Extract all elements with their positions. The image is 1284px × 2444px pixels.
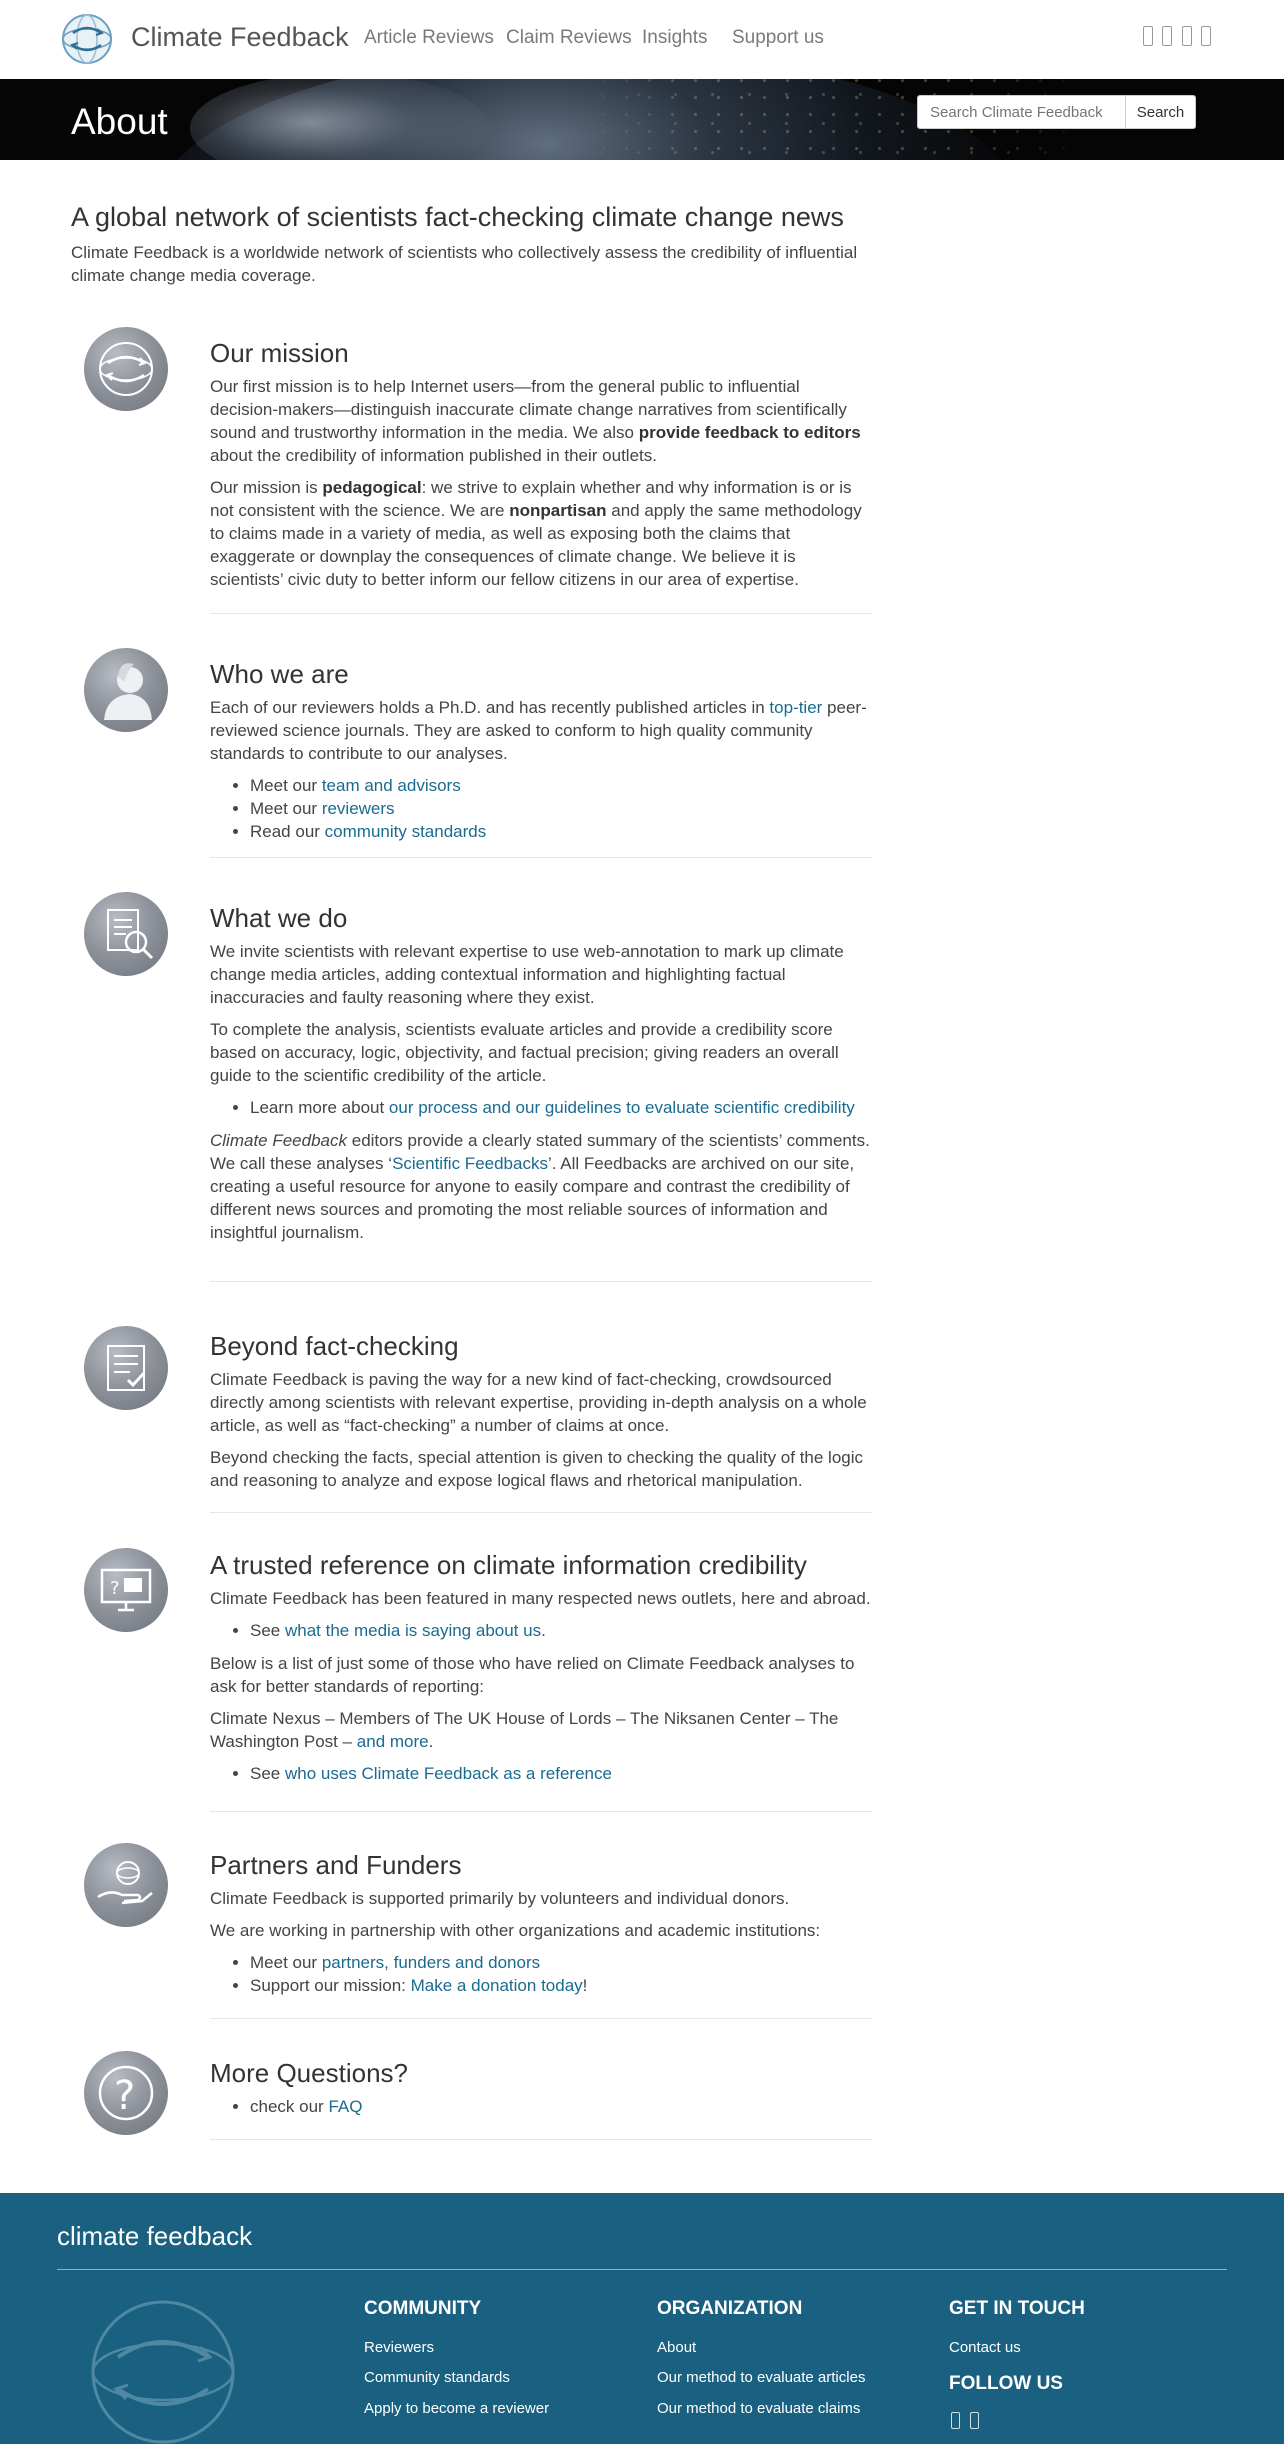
footer-divider [57,2269,1227,2270]
list-item: • Read our community standards [250,820,872,843]
question-mark-icon [84,2051,168,2135]
hand-globe-icon [84,1843,168,1927]
trusted-paragraph-1: Climate Feedback has been featured in many respected news outlets, here and abroad. [210,1589,871,1608]
divider [210,613,872,614]
footer-community-standards-link[interactable]: Community standards [364,2369,510,2386]
nav-support-us[interactable]: Support us [732,27,824,48]
footer-facebook-icon[interactable] [951,2412,960,2429]
reviewers-link[interactable]: reviewers [321,799,395,818]
questions-title: More Questions? [210,2058,408,2088]
brand-name[interactable]: Climate Feedback [131,22,349,52]
footer-apply-reviewer-link[interactable]: Apply to become a reviewer [364,2400,550,2417]
what-paragraph-3: Climate Feedback editors provide a clearly stated summary of the scientists’ comments. We call these analyses ‘Scientific Feedbacks’. All Feedbacks are archived on our site, creating a useful resource for anyone to easily compare and contrast the credibility of different news sources and promoting the most reliable sources of information and insightful journalism. [210,1131,870,1242]
footer-contact-heading: GET IN TOUCH [949,2298,1085,2319]
search-input[interactable] [917,95,1126,129]
top-navbar [0,0,1284,80]
who-links-list [210,774,872,843]
trusted-paragraph-2: Below is a list of just some of those who have relied on Climate Feedback analyses to ask for better standards of reporting: [210,1654,855,1696]
footer [0,2193,1284,2444]
document-magnifier-icon [84,892,168,976]
list-item: • See what the media is saying about us. [250,1619,872,1642]
facebook-icon[interactable] [1143,26,1153,46]
hero-banner [0,79,1284,160]
partners-title: Partners and Funders [210,1850,462,1880]
computer-screen-icon [84,1548,168,1632]
process-guidelines-link[interactable]: our process and our guidelines to evaluate scientific credibility [388,1098,855,1117]
what-paragraph-1: We invite scientists with relevant expertise to use web-annotation to mark up climate change media articles, adding contextual information and highlighting factual inaccuracies and faulty reasoning where they exist. [210,942,844,1007]
divider [210,2018,872,2019]
footer-contact-link[interactable]: Contact us [949,2339,1021,2356]
list-item: • Meet our team and advisors [250,774,872,797]
list-item: • See who uses Climate Feedback as a reference [250,1762,872,1785]
beyond-paragraph-1: Climate Feedback is paving the way for a new kind of fact-checking, crowdsourced directly among scientists with relevant expertise, providing in-depth analysis on a whole article, as well as “fact-checking” a number of claims at once. [210,1370,867,1435]
person-silhouette-icon [84,648,168,732]
nav-article-reviews[interactable]: Article Reviews [364,27,494,48]
footer-follow-heading: FOLLOW US [949,2373,1063,2394]
who-title: Who we are [210,659,349,689]
list-item: • Support our mission: Make a donation today! [250,1974,872,1997]
partners-paragraph-2: We are working in partnership with other organizations and academic institutions: [210,1921,821,1940]
divider [210,2139,872,2140]
faq-link[interactable]: FAQ [328,2097,363,2116]
footer-organization-heading: ORGANIZATION [657,2298,803,2319]
footer-method-claims-link[interactable]: Our method to evaluate claims [657,2400,861,2417]
trusted-title: A trusted reference on climate information credibility [210,1550,807,1580]
list-item: • Learn more about our process and our guidelines to evaluate scientific credibility [250,1096,872,1119]
page-title: About [71,101,168,142]
divider [210,857,872,858]
checklist-icon [84,1326,168,1410]
beyond-title: Beyond fact-checking [210,1331,459,1361]
mission-paragraph-2: Our mission is pedagogical: we strive to explain whether and why information is or is not consistent with the science. We are nonpartisan and apply the same methodology to claims made in a variety of media, as well as exposing both the claims that exaggerate or downplay the consequences of climate change. We believe it is scientists’ civic duty to better inform our fellow citizens in our area of expertise. [210,478,862,589]
who-paragraph: Each of our reviewers holds a Ph.D. and has recently published articles in top-tier peer-reviewed science journals. They are asked to conform to high quality community standards to contribute to our analyses. [210,698,867,763]
trusted-links-list-1 [210,1619,872,1642]
divider [210,1512,872,1513]
community-standards-link[interactable]: community standards [324,822,487,841]
beyond-paragraph-2: Beyond checking the facts, special attention is given to checking the quality of the logic and reasoning to analyze and expose logical flaws and rhetorical manipulation. [210,1448,864,1490]
linkedin-icon[interactable] [1182,26,1192,46]
rss-icon[interactable] [1201,26,1211,46]
partners-funders-donors-link[interactable]: partners, funders and donors [321,1953,541,1972]
questions-links-list [210,2095,872,2118]
nav-claim-reviews[interactable]: Claim Reviews [506,27,632,48]
footer-method-articles-link[interactable]: Our method to evaluate articles [657,2369,866,2386]
team-and-advisors-link[interactable]: team and advisors [321,776,461,795]
divider [210,1811,872,1812]
divider [210,1281,872,1282]
footer-about-link[interactable]: About [657,2339,697,2356]
footer-brand[interactable]: climate feedback [57,2221,253,2251]
climate-feedback-logo-icon[interactable] [61,13,113,65]
trusted-links-list-2 [210,1762,872,1785]
nav-insights[interactable]: Insights [642,27,708,48]
scientific-feedbacks-link[interactable]: Scientific Feedbacks [392,1154,548,1173]
intro-heading: A global network of scientists fact-checking climate change news [71,202,844,232]
list-item: • check our FAQ [250,2095,872,2118]
footer-globe-logo-icon [88,2297,238,2444]
what-paragraph-2: To complete the analysis, scientists evaluate articles and provide a credibility score based on accuracy, logic, objectivity, and factual precision; giving readers an overall guide to the scientific credibility of the article. [210,1020,839,1085]
partners-paragraph-1: Climate Feedback is supported primarily by volunteers and individual donors. [210,1889,790,1908]
mission-paragraph-1: Our first mission is to help Internet users—from the general public to influential decision-makers—distinguish inaccurate climate change narratives from scientifically sound and trustworthy information in the media. We also provide feedback to editors about the credibility of information published in their outlets. [210,377,861,465]
footer-community-heading: COMMUNITY [364,2298,482,2319]
trusted-paragraph-3: Climate Nexus – Members of The UK House of Lords – The Niksanen Center – The Washington Post – and more. [210,1709,839,1751]
list-item: • Meet our partners, funders and donors [250,1951,872,1974]
top-tier-link[interactable]: top-tier [769,698,823,717]
who-uses-link[interactable]: who uses Climate Feedback as a reference [284,1764,612,1783]
media-saying-link[interactable]: what the media is saying about us [284,1621,542,1640]
footer-reviewers-link[interactable]: Reviewers [364,2339,435,2356]
twitter-icon[interactable] [1162,26,1172,46]
svg-text:?: ? [110,1578,120,1599]
mission-globe-icon [84,327,168,411]
mission-title: Our mission [210,338,349,368]
what-links-list [210,1096,872,1119]
intro-text: Climate Feedback is a worldwide network of scientists who collectively assess the credibility of influential climate change media coverage. [71,243,858,285]
search-button[interactable]: Search [1125,95,1196,129]
partners-links-list [210,1951,872,1997]
make-donation-link[interactable]: Make a donation today [410,1976,583,1995]
and-more-link[interactable]: and more [356,1732,429,1751]
footer-twitter-icon[interactable] [970,2412,979,2429]
what-title: What we do [210,903,348,933]
list-item: • Meet our reviewers [250,797,872,820]
svg-text:?: ? [114,2073,136,2119]
